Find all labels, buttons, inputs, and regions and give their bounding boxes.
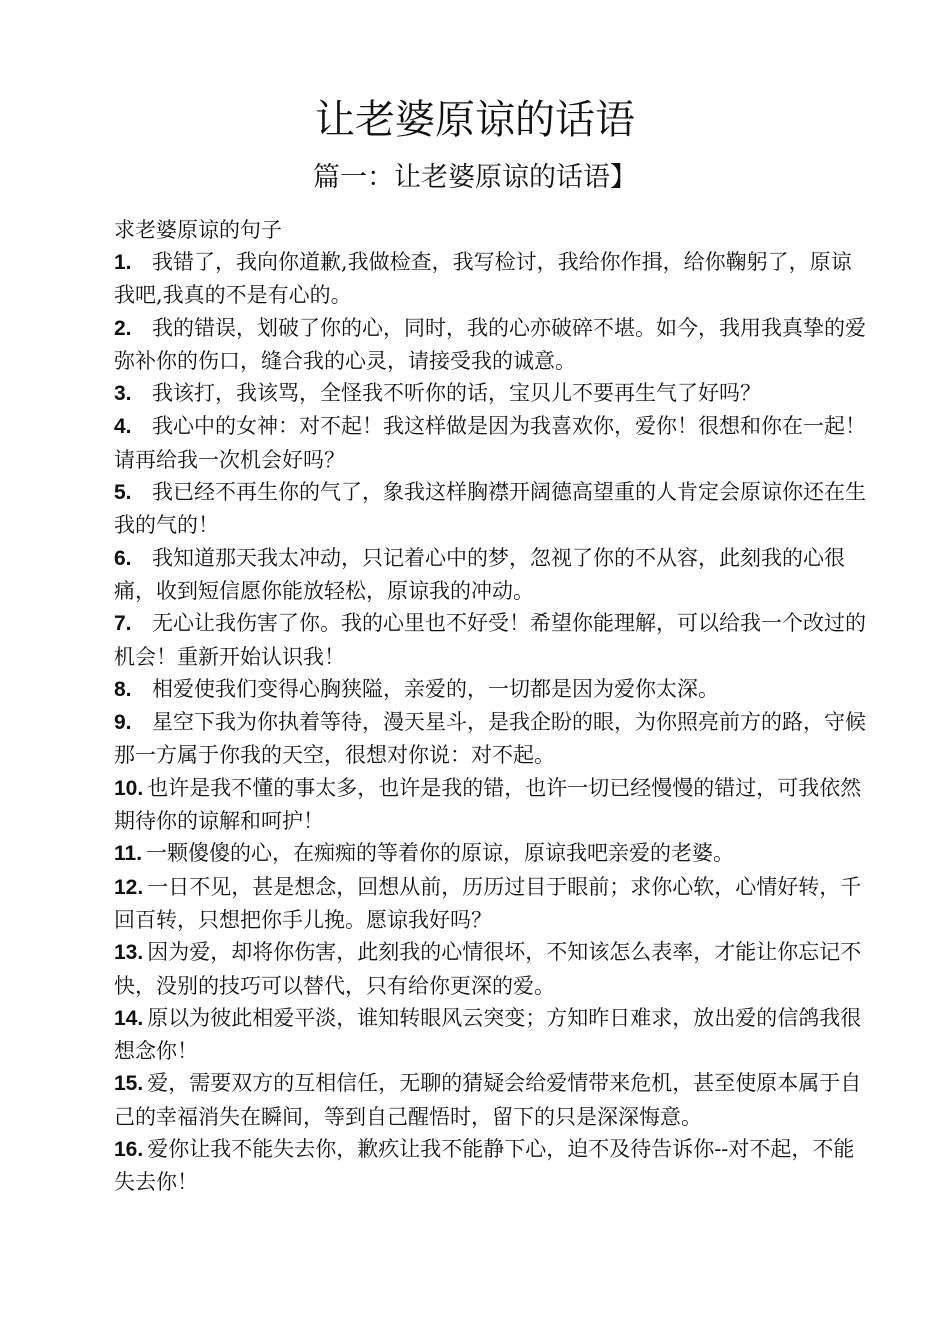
list-item [114, 837, 866, 870]
list-item [114, 1002, 866, 1068]
document-body [114, 214, 866, 1199]
item-text: 我知道那天我太冲动，只记着心中的梦，忽视了你的不从容，此刻我的心很痛，收到短信愿你能放轻松，原谅我的冲动。 [114, 545, 845, 603]
item-text: 我的错误，划破了你的心，同时，我的心亦破碎不堪。如今，我用我真挚的爱弥补你的伤口，缝合我的心灵，请接受我的诚意。 [114, 315, 866, 373]
list-item [114, 1133, 866, 1199]
item-number: 15. [114, 1072, 144, 1096]
document-title: 让老婆原谅的话语 [315, 97, 635, 143]
item-text: 我该打，我该骂，全怪我不听你的话，宝贝儿不要再生气了好吗？ [152, 381, 761, 406]
item-text: 我心中的女神：对不起！我这样做是因为我喜欢你，爱你！很想和你在一起！请再给我一次机会好吗？ [114, 414, 866, 472]
item-text: 爱你让我不能失去你，歉疚让我不能静下心，迫不及待告诉你--对不起，不能失去你！ [114, 1137, 855, 1195]
item-number: 14. [114, 1006, 144, 1030]
item-text: 星空下我为你执着等待，漫天星斗，是我企盼的眼，为你照亮前方的路，守候那一方属于你我的天空，很想对你说：对不起。 [114, 710, 866, 768]
item-text: 爱，需要双方的互相信任，无聊的猜疑会给爱情带来危机，甚至使原本属于自己的幸福消失在瞬间，等到自己醒悟时，留下的只是深深悔意。 [114, 1071, 862, 1129]
item-number: 12. [114, 875, 144, 899]
item-number: 4. [114, 415, 132, 439]
item-text: 因为爱，却将你伤害，此刻我的心情很坏，不知该怎么表率，才能让你忘记不快，没别的技巧可以替代，只有给你更深的爱。 [114, 940, 862, 998]
sentence-list [114, 246, 866, 1199]
item-text: 无心让我伤害了你。我的心里也不好受！希望你能理解，可以给我一个改过的机会！重新开始认识我！ [114, 611, 866, 669]
list-item [114, 706, 866, 772]
list-item [114, 772, 866, 838]
item-number: 11. [114, 842, 143, 866]
list-item [114, 312, 866, 378]
item-number: 7. [114, 612, 132, 636]
item-text: 相爱使我们变得心胸狭隘，亲爱的，一切都是因为爱你太深。 [152, 676, 719, 701]
item-number: 8. [114, 677, 132, 701]
item-number: 3. [114, 382, 132, 406]
list-item [114, 246, 866, 312]
intro-heading: 求老婆原谅的句子 [114, 218, 282, 242]
item-text: 一日不见，甚是想念，回想从前，历历过目于眼前；求你心软，心情好转，千回百转，只想把你手儿挽。愿谅我好吗？ [114, 874, 862, 932]
list-item [114, 673, 866, 706]
list-item [114, 871, 866, 937]
item-number: 16. [114, 1138, 144, 1162]
list-item [114, 607, 866, 673]
item-text: 我错了，我向你道歉,我做检查，我写检讨，我给你作揖，给你鞠躬了，原谅我吧,我真的不是有心的。 [114, 250, 852, 308]
item-number: 6. [114, 546, 132, 570]
item-text: 也许是我不懂的事太多，也许是我的错，也许一切已经慢慢的错过，可我依然期待你的谅解和呵护！ [114, 775, 862, 834]
list-item [114, 936, 866, 1002]
document-subtitle: 篇一：让老婆原谅的话语】 [313, 162, 637, 193]
list-item [114, 476, 866, 542]
item-number: 13. [114, 941, 144, 965]
item-number: 1. [114, 251, 132, 274]
item-number: 9. [114, 711, 132, 735]
item-text: 我已经不再生你的气了，象我这样胸襟开阔德高望重的人肯定会原谅你还在生我的气的！ [114, 480, 866, 538]
list-item [114, 377, 866, 410]
list-item [114, 1067, 866, 1133]
item-number: 2. [114, 316, 132, 340]
list-item [114, 542, 866, 608]
list-item [114, 410, 866, 476]
item-text: 一颗傻傻的心，在痴痴的等着你的原谅，原谅我吧亲爱的老婆。 [146, 841, 735, 866]
item-number: 10. [114, 776, 144, 800]
item-text: 原以为彼此相爱平淡，谁知转眼风云突变；方知昨日难求，放出爱的信鸽我很想念你！ [114, 1005, 862, 1064]
item-number: 5. [114, 481, 132, 505]
